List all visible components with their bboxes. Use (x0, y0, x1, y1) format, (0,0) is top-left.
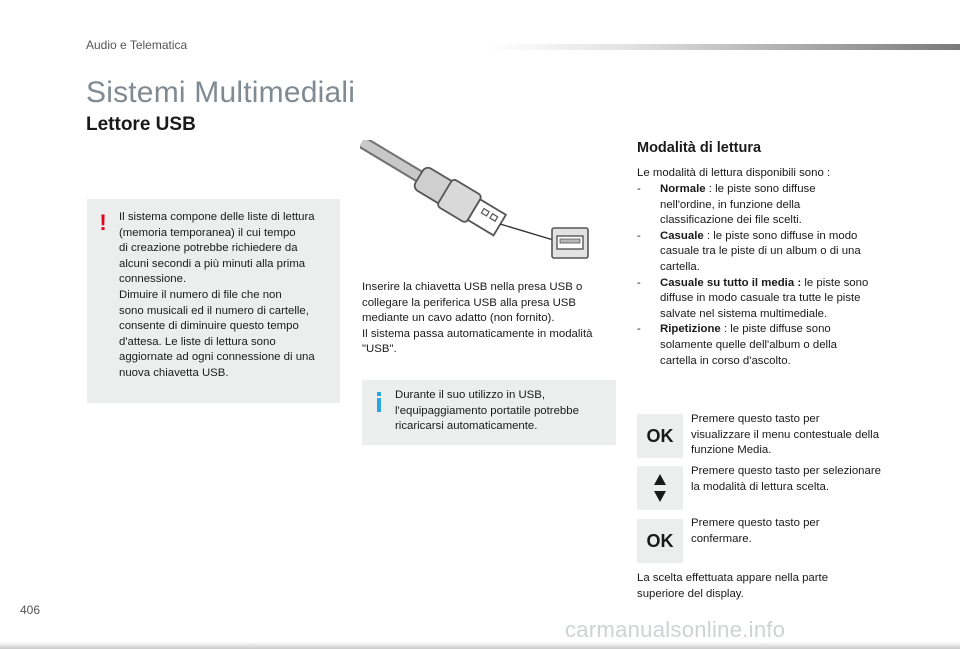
mode-name: Casuale (660, 229, 704, 242)
modes-list (637, 182, 899, 369)
desc-line: la modalità di lettura scelta. (691, 480, 830, 493)
insert-line: mediante un cavo adatto (non fornito). (362, 312, 555, 325)
mode-separator: : (703, 229, 714, 242)
warning-line: sono musicali ed il numero di cartelle, (119, 304, 309, 317)
ok-button-description (691, 412, 901, 459)
list-dash: - (637, 276, 641, 289)
ok-confirm-description (691, 516, 901, 547)
bottom-bar (0, 642, 960, 649)
warning-line: di creazione potrebbe richiedere da (119, 242, 298, 255)
mode-desc-line: diffuse in modo casuale tra tutte le piste (660, 292, 861, 305)
mode-name: Normale (660, 183, 706, 195)
warning-line: consente di diminuire questo tempo (119, 320, 299, 333)
insert-line: collegare la periferica USB alla presa USB (362, 296, 576, 309)
info-icon (373, 392, 385, 412)
mode-desc-line: cartella. (660, 260, 700, 273)
mode-item-ripetizione (637, 322, 899, 369)
footer-line: superiore del display. (637, 587, 744, 600)
insert-line: Inserire la chiavetta USB nella presa USB o (362, 281, 583, 293)
desc-line: Premere questo tasto per selezionare (691, 465, 881, 477)
warning-line: Il sistema compone delle liste di lettura (119, 211, 315, 223)
mode-desc-line: le piste sono (804, 276, 869, 289)
mode-desc-line: solamente quelle dell'album o della (660, 338, 837, 351)
page-title: Sistemi Multimediali (86, 76, 356, 109)
arrows-button-description (691, 464, 901, 495)
mode-name: Ripetizione (660, 323, 721, 336)
desc-line: funzione Media. (691, 444, 772, 457)
header-rule (488, 44, 960, 50)
info-line: Durante il suo utilizzo in USB, (395, 389, 546, 401)
insert-line: "USB". (362, 343, 397, 356)
warning-line: Dimuire il numero di file che non (119, 288, 282, 301)
warning-line: connessione. (119, 273, 187, 286)
mode-desc-line: le piste diffuse sono (730, 323, 831, 336)
mode-separator: : (720, 323, 731, 336)
mode-desc-line: le piste sono diffuse (715, 183, 816, 195)
footer-note (637, 571, 857, 602)
list-dash: - (637, 323, 641, 336)
mode-name: Casuale su tutto il media : (660, 276, 802, 289)
ok-button[interactable]: OK (637, 414, 683, 458)
mode-item-casuale (637, 229, 899, 276)
warning-line: d'attesa. Le liste di lettura sono (119, 335, 276, 348)
insert-line: Il sistema passa automaticamente in modalità (362, 327, 593, 340)
warning-line: aggiornate ad ogni connessione di una (119, 351, 315, 364)
exclamation-icon: ! (99, 210, 107, 235)
mode-desc-line: classificazione dei file scelti. (660, 214, 802, 227)
arrow-up-icon (654, 474, 666, 485)
insert-instructions (362, 280, 612, 358)
info-line: l'equipaggiamento portatile potrebbe (395, 404, 579, 417)
mode-desc-line: cartella in corso d'ascolto. (660, 354, 791, 367)
mode-separator: : (705, 183, 716, 195)
page-number: 406 (20, 603, 41, 617)
mode-item-normale (637, 182, 899, 229)
mode-desc-line: nell'ordine, in funzione della (660, 198, 801, 211)
modes-heading: Modalità di lettura (637, 140, 762, 156)
mode-item-casuale-su-tutto (637, 276, 899, 323)
info-text (395, 388, 610, 435)
arrow-down-icon (654, 491, 666, 502)
warning-line: (memoria temporanea) il cui tempo (119, 226, 296, 239)
usb-plug-and-port-illustration (360, 140, 592, 264)
info-line: ricaricarsi automaticamente. (395, 420, 538, 433)
desc-line: Premere questo tasto per (691, 517, 820, 529)
warning-line: alcuni secondi a più minuti alla prima (119, 257, 306, 270)
section-label: Audio e Telematica (86, 38, 188, 52)
mode-desc-line: salvate nel sistema multimediale. (660, 307, 828, 320)
footer-line: La scelta effettuata appare nella parte (637, 572, 829, 584)
mode-desc-line: le piste sono diffuse in modo (713, 229, 858, 242)
warning-text (119, 210, 337, 382)
ok-confirm-button[interactable]: OK (637, 519, 683, 563)
list-dash: - (637, 229, 641, 242)
warning-line: nuova chiavetta USB. (119, 366, 229, 379)
mode-desc-line: casuale tra le piste di un album o di una (660, 245, 861, 258)
list-dash: - (637, 183, 641, 195)
desc-line: Premere questo tasto per (691, 413, 820, 425)
section-subtitle: Lettore USB (86, 114, 196, 135)
up-down-arrows-button[interactable] (637, 466, 683, 510)
desc-line: visualizzare il menu contestuale della (691, 428, 880, 441)
modes-intro: Le modalità di lettura disponibili sono : (637, 167, 831, 179)
desc-line: confermare. (691, 532, 752, 545)
watermark: carmanualsonline.info (565, 617, 786, 642)
